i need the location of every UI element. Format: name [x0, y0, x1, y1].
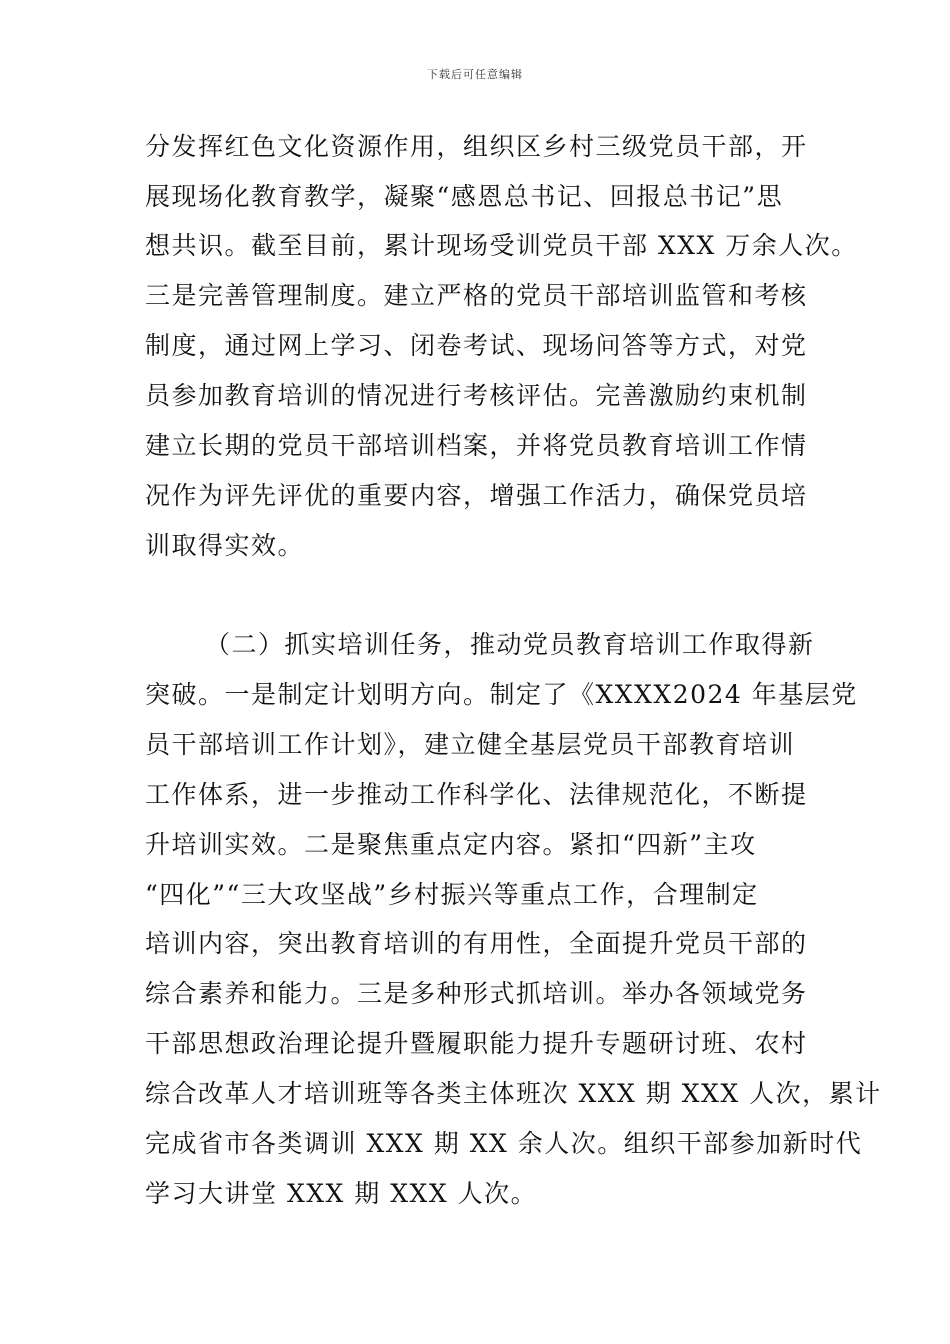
paragraph-line: 训取得实效。 [145, 531, 305, 560]
paragraph-line: 干部思想政治理论提升暨履职能力提升专题研讨班、农村 [145, 1029, 808, 1058]
paragraph-line: 想共识。截至目前，累计现场受训党员干部 XXX 万余人次。 [145, 231, 858, 260]
paragraph-line: 突破。一是制定计划明方向。制定了《XXXX2024 年基层党 [145, 680, 858, 709]
paragraph-line: 况作为评先评优的重要内容，增强工作活力，确保党员培 [145, 481, 808, 510]
paragraph-line: 完成省市各类调训 XXX 期 XX 余人次。组织干部参加新时代 [145, 1129, 863, 1158]
paragraph-line: 三是完善管理制度。建立严格的党员干部培训监管和考核 [145, 281, 808, 310]
paragraph-line: 展现场化教育教学，凝聚“感恩总书记、回报总书记”思 [145, 182, 784, 211]
paragraph-line: 综合改革人才培训班等各类主体班次 XXX 期 XXX 人次，累计 [145, 1079, 882, 1108]
paragraph-line: 分发挥红色文化资源作用，组织区乡村三级党员干部，开 [145, 132, 808, 161]
paragraph-line: 学习大讲堂 XXX 期 XXX 人次。 [145, 1179, 538, 1208]
paragraph-line: 综合素养和能力。三是多种形式抓培训。举办各领域党务 [145, 979, 808, 1008]
paragraph-line: （二）抓实培训任务，推动党员教育培训工作取得新 [205, 630, 815, 659]
paragraph-line: 员干部培训工作计划》，建立健全基层党员干部教育培训 [145, 730, 796, 759]
paragraph-line: 工作体系，进一步推动工作科学化、法律规范化，不断提 [145, 780, 808, 809]
paragraph-line: 升培训实效。二是聚焦重点定内容。紧扣“四新”主攻 [145, 830, 757, 859]
paragraph-line: 建立长期的党员干部培训档案，并将党员教育培训工作情 [145, 431, 808, 460]
page-header: 下载后可任意编辑 [427, 68, 523, 81]
paragraph-line: 培训内容，突出教育培训的有用性，全面提升党员干部的 [145, 929, 808, 958]
paragraph-line: 制度，通过网上学习、闭卷考试、现场问答等方式，对党 [145, 331, 808, 360]
paragraph-line: 员参加教育培训的情况进行考核评估。完善激励约束机制 [145, 381, 808, 410]
paragraph-line: “四化”“三大攻坚战”乡村振兴等重点工作，合理制定 [145, 880, 759, 909]
